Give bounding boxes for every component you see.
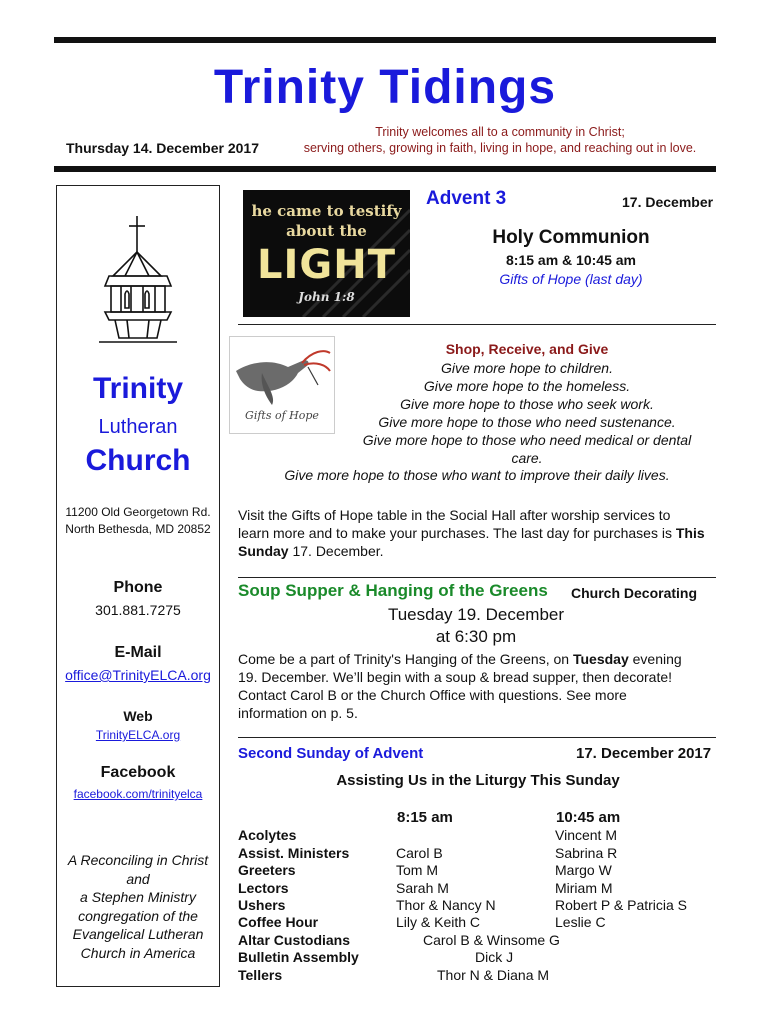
roster-late: Sabrina R [555, 845, 618, 861]
church-name-church: Church [85, 444, 191, 477]
address-line-1: 11200 Old Georgetown Rd. [65, 505, 211, 519]
gifts-heading: Shop, Receive, and Give [445, 341, 609, 357]
roster-shared: Carol B & Winsome G [423, 932, 560, 948]
facebook-label: Facebook [100, 764, 176, 781]
section-divider [238, 324, 716, 325]
church-address [57, 504, 219, 538]
gifts-para-text: 17. December. [288, 543, 384, 559]
image-light-word: LIGHT [257, 242, 396, 288]
gifts-line: care. [511, 450, 543, 466]
gifts-of-hope-logo [229, 336, 335, 434]
dove-icon [232, 341, 332, 407]
gifts-paragraph [238, 506, 718, 560]
roster-row [238, 880, 718, 897]
roster-row [238, 932, 718, 949]
gifts-line: Give more hope to those who need medical or dental [362, 432, 692, 448]
roster-late: Leslie C [555, 914, 606, 930]
gifts-line: Give more hope to those who want to improve their daily lives. [284, 467, 670, 483]
gifts-line: Give more hope to those who need sustenance. [378, 414, 676, 430]
statement-line: Evangelical Lutheran [72, 926, 204, 942]
soup-paragraph [238, 650, 718, 722]
roster-row [238, 862, 718, 879]
roster-role: Lectors [238, 880, 289, 896]
roster-row [238, 897, 718, 914]
gifts-note: Gifts of Hope (last day) [499, 271, 643, 287]
roster-shared: Dick J [475, 949, 514, 965]
phone-number: 301.881.7275 [95, 602, 181, 618]
issue-date: Thursday 14. December 2017 [66, 140, 259, 156]
facebook-link[interactable]: facebook.com/trinityelca [73, 787, 203, 801]
gifts-para-bold: Sunday [238, 543, 289, 559]
soup-para-line: Contact Carol B or the Church Office with questions. See more [238, 687, 627, 703]
roster-early: Lily & Keith C [396, 914, 481, 930]
liturgy-heading: Second Sunday of Advent [238, 745, 424, 762]
phone-label: Phone [113, 579, 163, 596]
roster-role: Acolytes [238, 827, 297, 843]
roster-late: Vincent M [555, 827, 617, 843]
roster-early: Thor & Nancy N [396, 897, 496, 913]
tagline-line-2: serving others, growing in faith, living in hope, and reaching out in love. [303, 141, 697, 155]
church-name-trinity: Trinity [92, 372, 183, 405]
advent-heading: Advent 3 [426, 188, 507, 209]
roster-role: Assist. Ministers [238, 845, 350, 861]
roster-late: Margo W [555, 862, 612, 878]
soup-side-note: Church Decorating [571, 585, 698, 601]
gifts-para-line-2 [238, 524, 718, 542]
statement-line: Church in America [80, 944, 196, 961]
tagline [290, 124, 710, 156]
roster-role: Greeters [238, 862, 296, 878]
image-caption-line-1: he came to testify [251, 202, 402, 220]
gifts-para-text: learn more and to make your purchases. The last day for purchases is [238, 525, 672, 541]
gifts-para-bold: This [675, 525, 705, 541]
statement-line: congregation of the [78, 907, 198, 924]
sidebar [56, 185, 220, 987]
roster-late: Miriam M [555, 880, 613, 896]
roster-role: Tellers [238, 967, 283, 983]
roster-early: Tom M [396, 862, 438, 878]
roster-role: Altar Custodians [238, 932, 351, 948]
roster-role: Ushers [238, 897, 286, 913]
church-steeple-icon [97, 214, 179, 344]
newsletter-title: Trinity Tidings [213, 61, 557, 114]
gifts-logo-text: Gifts of Hope [245, 409, 319, 422]
top-rule [54, 37, 716, 43]
soup-para-line: 19. December. We’ll begin with a soup & bread supper, then decorate! [238, 669, 673, 685]
gifts-para-line-3 [238, 542, 718, 560]
statement-line: and [126, 870, 150, 887]
roster-row [238, 845, 718, 862]
tagline-line-1: Trinity welcomes all to a community in Christ; [375, 125, 625, 139]
email-link[interactable]: office@TrinityELCA.org [65, 667, 211, 683]
service-title: Holy Communion [492, 227, 650, 248]
light-scripture-image [243, 190, 410, 317]
soup-para-line [238, 650, 718, 668]
statement-line: A Reconciling in Christ [67, 852, 209, 868]
col-head-late: 10:45 am [556, 809, 621, 826]
advent-date: 17. December [622, 194, 714, 210]
web-label: Web [123, 708, 153, 724]
image-scripture-ref: John 1:8 [298, 290, 355, 304]
header-bottom-rule [54, 166, 716, 172]
gifts-para-line-1: Visit the Gifts of Hope table in the Social Hall after worship services to [238, 507, 671, 523]
section-divider [238, 577, 716, 578]
roster-row [238, 827, 718, 844]
soup-date: Tuesday 19. December [387, 605, 565, 624]
roster-row [238, 914, 718, 931]
soup-para-text: evening [628, 651, 682, 667]
liturgy-date: 17. December 2017 [576, 745, 712, 762]
roster-row [238, 967, 718, 984]
col-head-early: 8:15 am [397, 809, 453, 826]
roster-late: Robert P & Patricia S [555, 897, 688, 913]
gifts-line: Give more hope to the homeless. [423, 378, 631, 394]
church-name-lutheran: Lutheran [98, 416, 178, 438]
roster-role: Bulletin Assembly [238, 949, 359, 965]
statement-line: a Stephen Ministry [80, 889, 196, 905]
roster-early: Sarah M [396, 880, 449, 896]
roster-shared: Thor N & Diana M [437, 967, 550, 983]
address-line-2: North Bethesda, MD 20852 [65, 522, 211, 536]
roster-role: Coffee Hour [238, 914, 319, 930]
congregation-statement [57, 851, 219, 962]
gifts-line: Give more hope to those who seek work. [400, 396, 654, 412]
liturgy-subheading: Assisting Us in the Liturgy This Sunday [336, 772, 620, 789]
service-times: 8:15 am & 10:45 am [506, 252, 636, 268]
soup-para-text: Come be a part of Trinity's Hanging of the Greens, on [238, 651, 573, 667]
soup-para-line: information on p. 5. [238, 705, 358, 721]
gifts-list-upper [342, 359, 712, 467]
section-divider [238, 737, 716, 738]
email-label: E-Mail [114, 644, 162, 661]
soup-para-bold: Tuesday [572, 651, 629, 667]
gifts-line: Give more hope to children. [441, 360, 613, 376]
roster-early: Carol B [396, 845, 443, 861]
image-caption-line-2: about the [286, 222, 367, 240]
soup-heading: Soup Supper & Hanging of the Greens [238, 581, 548, 600]
soup-time: at 6:30 pm [435, 627, 517, 646]
web-link[interactable]: TrinityELCA.org [95, 728, 181, 742]
roster-row [238, 949, 718, 966]
